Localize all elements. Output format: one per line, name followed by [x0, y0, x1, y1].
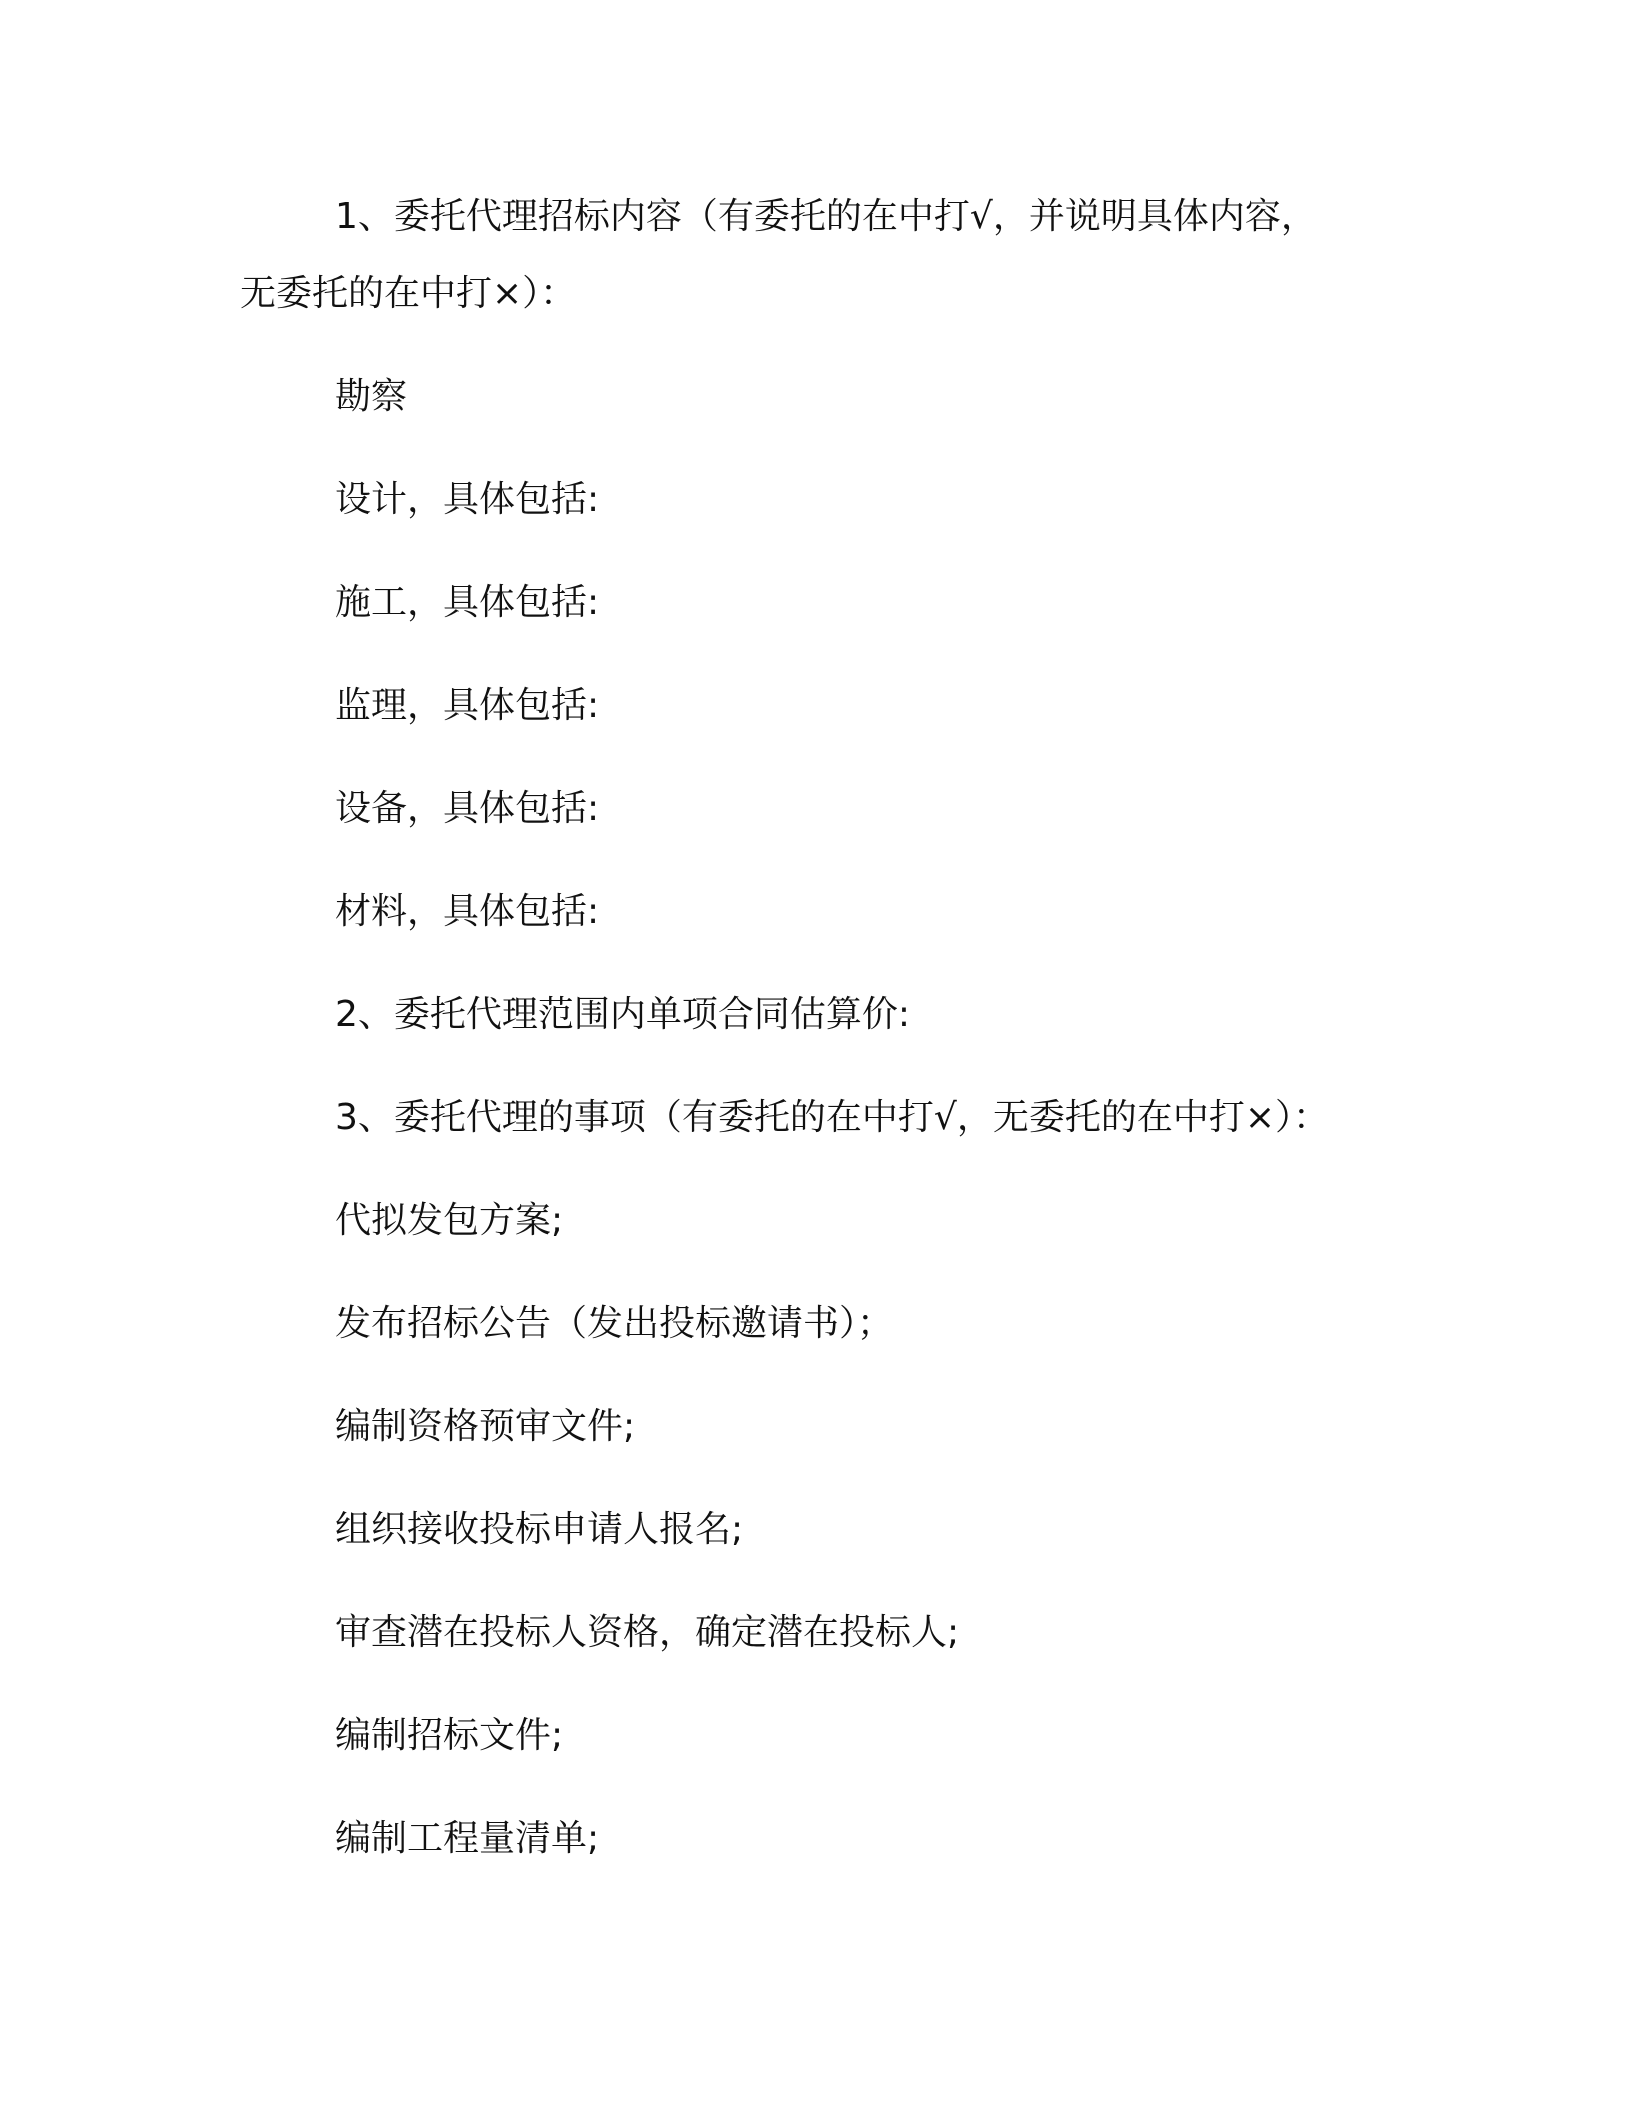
- section3-item: 编制工程量清单;: [335, 1818, 600, 1859]
- section1-item-design: 设计，具体包括:: [335, 479, 600, 520]
- section3-heading: 3、委托代理的事项（有委托的在中打√，无委托的在中打×）：: [335, 1097, 1330, 1138]
- section3-item: 编制资格预审文件;: [335, 1406, 636, 1447]
- section1-heading-line2: 无委托的在中打×）：: [240, 273, 577, 314]
- section1-item-materials: 材料，具体包括:: [335, 891, 600, 932]
- section1-item-survey: 勘察: [335, 376, 408, 417]
- section1-heading-line1: 1、委托代理招标内容（有委托的在中打√，并说明具体内容，: [335, 196, 1317, 237]
- section2-heading: 2、委托代理范围内单项合同估算价:: [335, 994, 911, 1035]
- section3-item: 审查潜在投标人资格，确定潜在投标人;: [335, 1612, 960, 1653]
- section3-item: 代拟发包方案;: [335, 1200, 564, 1241]
- section1-item-construction: 施工，具体包括:: [335, 582, 600, 623]
- section1-item-equipment: 设备，具体包括:: [335, 788, 600, 829]
- section1-item-supervision: 监理，具体包括:: [335, 685, 600, 726]
- section3-item: 编制招标文件;: [335, 1715, 564, 1756]
- section3-item: 组织接收投标申请人报名;: [335, 1509, 744, 1550]
- section3-item: 发布招标公告（发出投标邀请书）；: [335, 1303, 894, 1344]
